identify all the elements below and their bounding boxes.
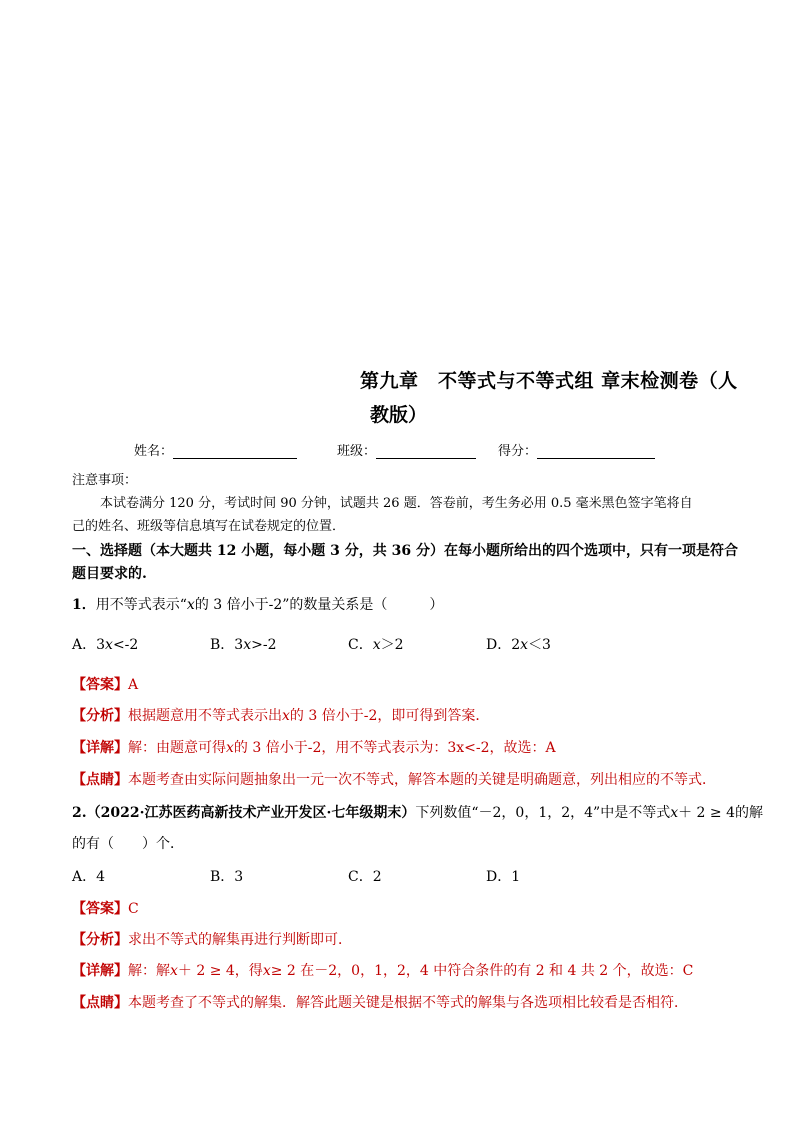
question-1-comment — [72, 771, 716, 789]
name-field — [134, 440, 297, 459]
detail-text-b: ＋ 2 ≥ 4，得 — [177, 963, 263, 979]
question-1-option-b[interactable] — [210, 634, 277, 654]
option-label: B． — [210, 637, 235, 653]
class-field — [337, 440, 476, 459]
detail-tag: 【详解】 — [72, 963, 128, 979]
comment-text: 本题考查由实际问题抽象出一元一次不等式，解答本题的关键是明确题意，列出相应的不等式． — [128, 772, 716, 788]
section-heading-line2: 题目要求的. — [72, 566, 147, 582]
option-label: D． — [486, 637, 512, 653]
question-2-option-c[interactable] — [348, 866, 382, 886]
question-1-stem-a: 用不等式表示“ — [95, 597, 187, 613]
class-blank[interactable] — [376, 444, 476, 459]
detail-var-2: x — [262, 963, 271, 979]
option-label: A． — [72, 869, 97, 885]
question-1-option-a[interactable] — [72, 634, 138, 654]
comment-tag: 【点睛】 — [72, 772, 128, 788]
question-2-comment — [72, 994, 688, 1012]
detail-text-b: 的 3 倍小于-2，用不等式表示为：3x<-2，故选：A — [233, 740, 556, 756]
option-rest: ＜3 — [528, 637, 551, 653]
question-1-analysis — [72, 707, 489, 725]
name-blank[interactable] — [173, 444, 297, 459]
option-label: B． — [210, 869, 235, 885]
option-coef: 3 — [234, 637, 244, 653]
notice-body-line2: 己的姓名、班级等信息填写在试卷规定的位置． — [72, 519, 346, 534]
question-2-analysis — [72, 931, 352, 949]
notice-heading: 注意事项： — [72, 473, 138, 488]
question-1-number: 1． — [72, 597, 96, 613]
question-2-stem — [72, 804, 763, 822]
name-label: 姓名： — [134, 444, 174, 459]
score-label: 得分： — [498, 444, 538, 459]
option-var: x — [372, 637, 381, 653]
notice-body-line1: 本试卷满分 120 分，考试时间 90 分钟，试题共 26 题．答卷前，考生务必用 0.5 毫米黑色签字笔将自 — [100, 496, 693, 511]
option-rest: <-2 — [112, 637, 139, 653]
option-rest: ＞2 — [380, 637, 404, 653]
question-1-answer — [72, 676, 138, 694]
option-value: 3 — [234, 869, 244, 885]
question-2-option-b[interactable] — [210, 866, 243, 886]
option-label: C． — [348, 869, 373, 885]
option-coef: 3 — [96, 637, 106, 653]
question-2-stem-a: 下列数值“－2，0，1，2，4”中是不等式 — [415, 805, 671, 821]
question-2-detail — [72, 962, 693, 980]
score-field — [498, 440, 655, 459]
option-label: D． — [486, 869, 512, 885]
question-2-stem-line2: 的有（ ）个． — [72, 836, 184, 852]
analysis-text-b: 的 3 倍小于-2，即可得到答案． — [289, 708, 490, 724]
question-2-number: 2. — [72, 805, 87, 821]
option-var: x — [520, 637, 529, 653]
detail-tag: 【详解】 — [72, 740, 128, 756]
analysis-var: x — [282, 708, 290, 724]
question-2-stem-c: 的解 — [735, 805, 764, 821]
option-var: x — [105, 637, 113, 653]
analysis-tag: 【分析】 — [72, 708, 128, 724]
analysis-text: 求出不等式的解集再进行判断即可． — [128, 932, 352, 948]
score-blank[interactable] — [537, 444, 655, 459]
option-value: 2 — [372, 869, 382, 885]
option-var: x — [243, 637, 252, 653]
detail-var: x — [226, 740, 234, 756]
question-2-source: （2022·江苏医药高新技术产业开发区·七年级期末） — [86, 805, 416, 821]
question-1-stem — [72, 596, 443, 614]
answer-value: C — [128, 901, 139, 917]
question-1-detail — [72, 739, 556, 757]
option-rest: >-2 — [251, 637, 277, 653]
question-1-option-d[interactable] — [486, 634, 551, 654]
detail-var-1: x — [170, 963, 178, 979]
detail-text-a: 解：解 — [128, 963, 170, 979]
answer-tag: 【答案】 — [72, 901, 128, 917]
analysis-text-a: 根据题意用不等式表示出 — [128, 708, 282, 724]
option-label: C． — [348, 637, 373, 653]
detail-text-a: 解：由题意可得 — [128, 740, 226, 756]
option-coef: 2 — [511, 637, 521, 653]
question-2-stem-b: ＋ 2 ≥ 4 — [678, 805, 736, 821]
document-title-line1: 第九章 不等式与不等式组 章末检测卷（人 — [360, 370, 738, 392]
option-label: A． — [72, 637, 97, 653]
comment-text: 本题考查了不等式的解集．解答此题关键是根据不等式的解集与各选项相比较看是否相符． — [128, 995, 688, 1011]
answer-value: A — [128, 677, 139, 693]
question-2-option-d[interactable] — [486, 866, 520, 886]
option-value: 4 — [96, 869, 106, 885]
comment-tag: 【点睛】 — [72, 995, 128, 1011]
analysis-tag: 【分析】 — [72, 932, 128, 948]
section-heading-line1: 一、选择题（本大题共 12 小题，每小题 3 分，共 36 分）在每小题所给出的四个选项中，只有一项是符合 — [72, 543, 738, 559]
detail-text-c: ≥ 2 在－2，0，1，2，4 中符合条件的有 2 和 4 共 2 个，故选：C — [270, 963, 694, 979]
option-value: 1 — [511, 869, 521, 885]
question-2-stem-var: x — [670, 805, 679, 821]
class-label: 班级： — [337, 444, 377, 459]
question-2-answer — [72, 900, 139, 918]
question-1-stem-var: x — [186, 597, 195, 613]
question-1-stem-b: 的 3 倍小于-2”的数量关系是（ ） — [194, 597, 444, 613]
question-1-option-c[interactable] — [348, 634, 404, 654]
question-2-option-a[interactable] — [72, 866, 105, 886]
document-title-line2: 教版） — [370, 404, 428, 426]
answer-tag: 【答案】 — [72, 677, 128, 693]
